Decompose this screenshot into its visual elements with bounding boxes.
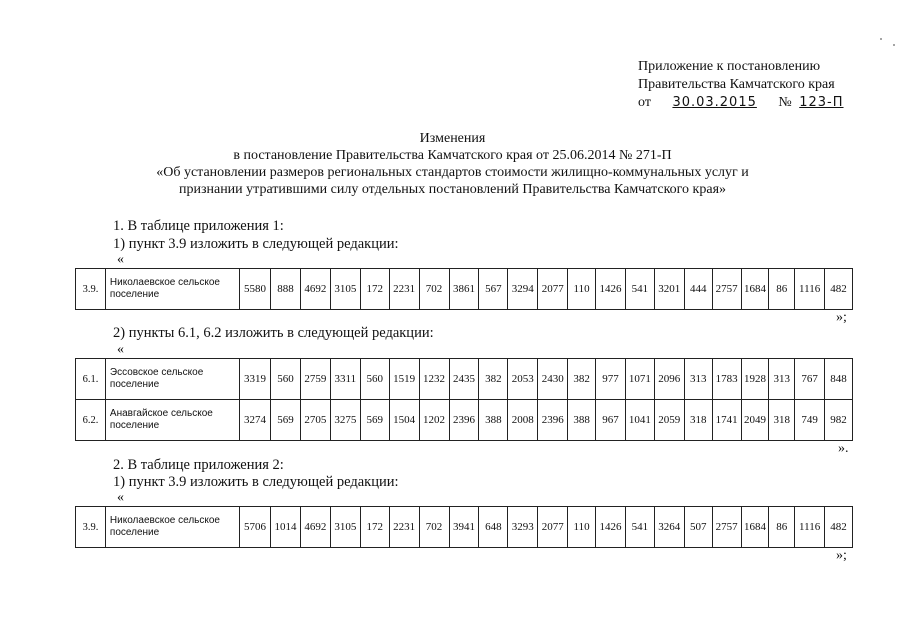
settlement-name-cell: Эссовское сельское поселение <box>105 359 239 400</box>
close-quote: »; <box>836 310 847 325</box>
value-cell: 2049 <box>741 400 769 441</box>
document-header <box>638 58 848 112</box>
value-cell: 3293 <box>508 507 538 548</box>
value-cell: 3319 <box>240 359 271 400</box>
value-cell: 2053 <box>508 359 538 400</box>
row-number-cell: 3.9. <box>76 269 106 310</box>
value-cell: 1519 <box>389 359 419 400</box>
handwritten-date: 30.03.2015 <box>672 95 757 110</box>
value-cell: 1071 <box>625 359 654 400</box>
section1-item2: 2) пункты 6.1, 6.2 изложить в следующей редакции: <box>113 325 434 341</box>
value-cell: 2231 <box>389 269 419 310</box>
value-cell: 648 <box>479 507 508 548</box>
table-section1-item1 <box>75 268 853 310</box>
value-cell: 1116 <box>795 507 825 548</box>
value-cell: 702 <box>419 269 449 310</box>
close-quote: »; <box>836 548 847 563</box>
value-cell: 2759 <box>300 359 330 400</box>
value-cell: 1426 <box>596 507 626 548</box>
value-cell: 382 <box>479 359 508 400</box>
value-cell: 1426 <box>596 269 626 310</box>
value-cell: 4692 <box>300 269 330 310</box>
value-cell: 3311 <box>330 359 360 400</box>
settlement-name-cell: Николаевское сельское поселение <box>105 269 239 310</box>
value-cell: 3264 <box>654 507 684 548</box>
value-cell: 5706 <box>240 507 271 548</box>
section1-heading: 1. В таблице приложения 1: <box>113 218 284 234</box>
row-number-cell: 3.9. <box>76 507 106 548</box>
row-number-cell: 6.2. <box>76 400 106 441</box>
value-cell: 3105 <box>330 507 360 548</box>
value-cell: 1783 <box>712 359 741 400</box>
value-cell: 313 <box>684 359 712 400</box>
title-line-2: в постановление Правительства Камчатского края от 25.06.2014 № 271-П <box>233 148 672 163</box>
value-cell: 2757 <box>712 269 741 310</box>
value-cell: 318 <box>769 400 795 441</box>
value-cell: 2757 <box>712 507 741 548</box>
value-cell: 541 <box>625 507 654 548</box>
value-cell: 567 <box>479 269 508 310</box>
document-title <box>0 130 905 198</box>
title-line-3: «Об установлении размеров региональных стандартов стоимости жилищно-коммунальных услуг и <box>156 165 749 180</box>
value-cell: 318 <box>684 400 712 441</box>
value-cell: 3105 <box>330 269 360 310</box>
table-row <box>76 400 853 441</box>
handwritten-number: 123-П <box>799 95 844 110</box>
value-cell: 3274 <box>240 400 271 441</box>
value-cell: 1684 <box>741 507 769 548</box>
header-line-1: Приложение к постановлению <box>638 59 821 74</box>
value-cell: 541 <box>625 269 654 310</box>
value-cell: 1741 <box>712 400 741 441</box>
header-date-line <box>638 94 848 112</box>
value-cell: 5580 <box>240 269 271 310</box>
title-line-1: Изменения <box>419 131 486 146</box>
value-cell: 110 <box>568 269 596 310</box>
section2-item1: 1) пункт 3.9 изложить в следующей редакции: <box>113 474 399 490</box>
section2-heading: 2. В таблице приложения 2: <box>113 457 284 473</box>
value-cell: 888 <box>271 269 301 310</box>
close-quote: ». <box>838 441 849 456</box>
row-number-cell: 6.1. <box>76 359 106 400</box>
value-cell: 1504 <box>389 400 419 441</box>
section1-item1: 1) пункт 3.9 изложить в следующей редакции: <box>113 236 399 252</box>
value-cell: 1684 <box>741 269 769 310</box>
value-cell: 3201 <box>654 269 684 310</box>
table-row <box>76 359 853 400</box>
value-cell: 86 <box>769 507 795 548</box>
value-cell: 172 <box>360 507 389 548</box>
title-line-4: признании утратившими силу отдельных постановлений Правительства Камчатского края» <box>178 182 727 197</box>
value-cell: 1041 <box>625 400 654 441</box>
value-cell: 848 <box>825 359 853 400</box>
value-cell: 2059 <box>654 400 684 441</box>
value-cell: 702 <box>419 507 449 548</box>
value-cell: 110 <box>568 507 596 548</box>
value-cell: 507 <box>684 507 712 548</box>
ot-label: от <box>638 95 651 110</box>
value-cell: 313 <box>769 359 795 400</box>
value-cell: 2430 <box>538 359 568 400</box>
scan-speck <box>893 44 895 46</box>
value-cell: 749 <box>795 400 825 441</box>
value-cell: 86 <box>769 269 795 310</box>
value-cell: 382 <box>568 359 596 400</box>
value-cell: 4692 <box>300 507 330 548</box>
table-section2-item1 <box>75 506 853 548</box>
value-cell: 388 <box>479 400 508 441</box>
value-cell: 2008 <box>508 400 538 441</box>
value-cell: 444 <box>684 269 712 310</box>
value-cell: 2705 <box>300 400 330 441</box>
value-cell: 1014 <box>271 507 301 548</box>
value-cell: 1232 <box>419 359 449 400</box>
settlement-name-cell: Анавгайское сельское поселение <box>105 400 239 441</box>
value-cell: 967 <box>596 400 626 441</box>
value-cell: 3294 <box>508 269 538 310</box>
value-cell: 482 <box>825 507 853 548</box>
number-label: № <box>778 95 792 110</box>
value-cell: 1202 <box>419 400 449 441</box>
value-cell: 2435 <box>449 359 479 400</box>
value-cell: 3275 <box>330 400 360 441</box>
value-cell: 560 <box>271 359 301 400</box>
table-row <box>76 507 853 548</box>
open-quote: « <box>117 342 124 357</box>
settlement-name-cell: Николаевское сельское поселение <box>105 507 239 548</box>
value-cell: 2396 <box>449 400 479 441</box>
value-cell: 569 <box>271 400 301 441</box>
value-cell: 2077 <box>538 269 568 310</box>
value-cell: 2231 <box>389 507 419 548</box>
value-cell: 482 <box>825 269 853 310</box>
value-cell: 3941 <box>449 507 479 548</box>
table-section1-item2 <box>75 358 853 441</box>
value-cell: 2077 <box>538 507 568 548</box>
header-line-2: Правительства Камчатского края <box>638 77 835 92</box>
value-cell: 1928 <box>741 359 769 400</box>
table-row <box>76 269 853 310</box>
value-cell: 3861 <box>449 269 479 310</box>
open-quote: « <box>117 252 124 267</box>
value-cell: 2096 <box>654 359 684 400</box>
value-cell: 977 <box>596 359 626 400</box>
open-quote: « <box>117 490 124 505</box>
value-cell: 172 <box>360 269 389 310</box>
scan-speck <box>880 38 882 40</box>
value-cell: 560 <box>360 359 389 400</box>
value-cell: 569 <box>360 400 389 441</box>
value-cell: 982 <box>825 400 853 441</box>
value-cell: 388 <box>568 400 596 441</box>
value-cell: 2396 <box>538 400 568 441</box>
value-cell: 767 <box>795 359 825 400</box>
value-cell: 1116 <box>795 269 825 310</box>
